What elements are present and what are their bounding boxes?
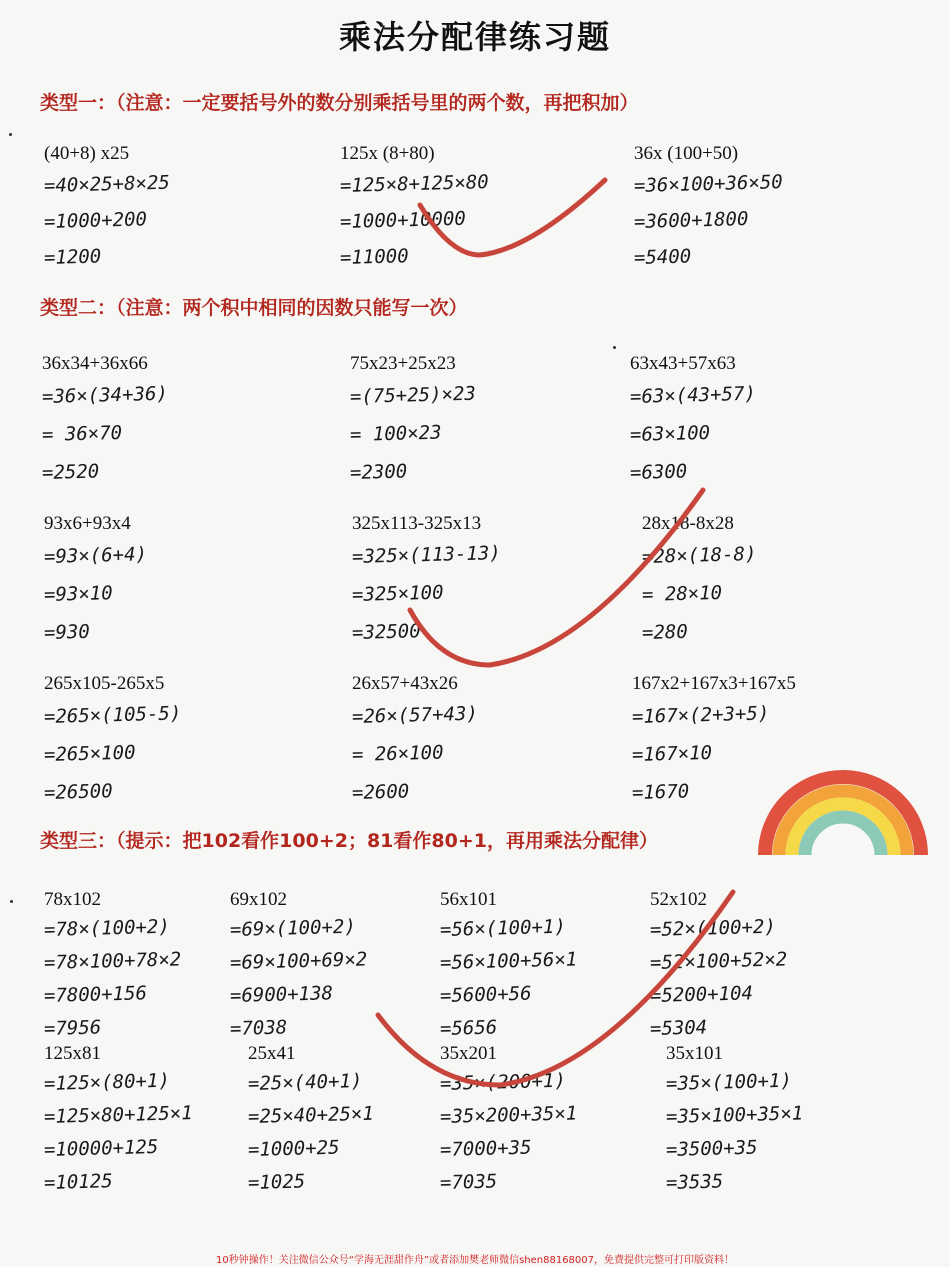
solution-step: =56×(100+1) — [439, 915, 567, 941]
solution-step: =1670 — [631, 780, 690, 804]
solution-step: =6900+138 — [229, 982, 334, 1007]
problem-question: (40+8) x25 — [44, 143, 130, 164]
solution-step: =26×(57+43) — [351, 702, 479, 728]
problem-question: 52x102 — [650, 889, 707, 910]
problem-question: 265x105-265x5 — [44, 673, 165, 694]
page-speck — [9, 133, 12, 136]
solution-step: =1000+10000 — [339, 207, 467, 233]
solution-step: = 36×70 — [41, 421, 123, 446]
solution-step: =36×100+36×50 — [633, 171, 783, 197]
solution-step: =32500 — [351, 620, 421, 644]
solution-step: =265×100 — [43, 741, 136, 766]
check-mark-icon — [378, 892, 733, 1085]
solution-step: = 26×100 — [351, 741, 444, 766]
solution-step: =167×10 — [631, 741, 713, 766]
problem-question: 125x (8+80) — [340, 143, 435, 164]
solution-step: =7035 — [439, 1170, 498, 1194]
solution-step: =2520 — [41, 460, 100, 484]
solution-step: =93×(6+4) — [43, 543, 148, 568]
solution-step: =125×80+125×1 — [43, 1102, 193, 1128]
solution-step: =5656 — [439, 1016, 498, 1040]
section-heading-type1: 类型一：（注意：一定要括号外的数分别乘括号里的两个数，再把积加） — [40, 92, 639, 114]
problem-question: 36x (100+50) — [634, 143, 739, 164]
problem-question: 25x41 — [248, 1043, 296, 1064]
problem-question: 63x43+57x63 — [630, 353, 736, 374]
solution-step: =1025 — [247, 1170, 306, 1194]
problem-question: 125x81 — [44, 1043, 101, 1064]
problem-question: 28x18-8x28 — [642, 513, 734, 534]
solution-step: = 28×10 — [641, 581, 723, 606]
solution-step: =265×(105-5) — [43, 702, 182, 728]
solution-step: =5400 — [633, 245, 692, 269]
check-mark-icon — [420, 180, 605, 255]
solution-step: =930 — [43, 620, 91, 644]
solution-step: =35×100+35×1 — [665, 1102, 804, 1128]
solution-step: =325×(113-13) — [351, 542, 501, 568]
solution-step: =3535 — [665, 1170, 724, 1194]
section-heading-type2: 类型二：（注意：两个积中相同的因数只能写一次） — [40, 297, 468, 319]
solution-step: =7000+35 — [439, 1136, 532, 1161]
solution-step: =1200 — [43, 245, 102, 269]
solution-step: =78×(100+2) — [43, 915, 171, 941]
solution-step: =5600+56 — [439, 982, 532, 1007]
problem-question: 78x102 — [44, 889, 101, 910]
solution-step: =10125 — [43, 1170, 113, 1194]
solution-step: =52×(100+2) — [649, 915, 777, 941]
section-heading-type3: 类型三：（提示：把102看作100+2；81看作80+1，再用乘法分配律） — [40, 830, 658, 852]
solution-step: =6300 — [629, 460, 688, 484]
solution-step: =5304 — [649, 1016, 708, 1040]
solution-step: =26500 — [43, 780, 113, 804]
solution-step: =10000+125 — [43, 1136, 159, 1161]
solution-step: =35×(200+1) — [439, 1069, 567, 1095]
solution-step: =52×100+52×2 — [649, 948, 788, 974]
solution-step: =125×(80+1) — [43, 1069, 171, 1095]
solution-step: =56×100+56×1 — [439, 948, 578, 974]
solution-step: =1000+25 — [247, 1136, 340, 1161]
solution-step: =35×(100+1) — [665, 1069, 793, 1095]
solution-step: =7956 — [43, 1016, 102, 1040]
solution-step: =325×100 — [351, 581, 444, 606]
solution-step: =25×(40+1) — [247, 1070, 363, 1095]
problem-question: 69x102 — [230, 889, 287, 910]
problem-question: 75x23+25x23 — [350, 353, 456, 374]
solution-step: =40×25+8×25 — [43, 171, 171, 197]
solution-step: =78×100+78×2 — [43, 948, 182, 974]
page-title: 乘法分配律练习题 — [338, 18, 611, 56]
solution-step: =28×(18-8) — [641, 543, 757, 568]
solution-step: =(75+25)×23 — [349, 382, 477, 408]
solution-step: =125×8+125×80 — [339, 171, 489, 197]
problem-question: 36x34+36x66 — [42, 353, 148, 374]
solution-step: =7038 — [229, 1016, 288, 1040]
page-speck — [10, 900, 13, 903]
solution-step: =69×(100+2) — [229, 915, 357, 941]
problem-question: 167x2+167x3+167x5 — [632, 673, 796, 694]
solution-step: =63×(43+57) — [629, 382, 757, 408]
solution-step: =93×10 — [43, 582, 113, 606]
solution-step: =167×(2+3+5) — [631, 702, 770, 728]
page-speck — [613, 346, 616, 349]
solution-step: = 100×23 — [349, 421, 442, 446]
solution-step: =2600 — [351, 780, 410, 804]
problem-question: 93x6+93x4 — [44, 513, 131, 534]
solution-step: =35×200+35×1 — [439, 1102, 578, 1128]
problem-question: 35x201 — [440, 1043, 497, 1064]
solution-step: =2300 — [349, 460, 408, 484]
footer-notice: 10秒钟操作！关注微信公众号“学海无涯甜作舟”或者添加樊老师微信shen88168007，免费提供完整可打印版资料！ — [215, 1255, 735, 1266]
problem-question: 26x57+43x26 — [352, 673, 458, 694]
problem-question: 325x113-325x13 — [352, 513, 482, 534]
solution-step: =25×40+25×1 — [247, 1102, 375, 1128]
solution-step: =11000 — [339, 245, 409, 269]
solution-step: =3500+35 — [665, 1136, 758, 1161]
solution-step: =7800+156 — [43, 982, 148, 1007]
rainbow-icon — [755, 765, 930, 860]
solution-step: =3600+1800 — [633, 208, 749, 233]
solution-step: =1000+200 — [43, 208, 148, 233]
problem-question: 35x101 — [666, 1043, 723, 1064]
solution-step: =63×100 — [629, 421, 711, 446]
solution-step: =69×100+69×2 — [229, 948, 368, 974]
check-mark-icon — [410, 490, 703, 665]
problem-question: 56x101 — [440, 889, 497, 910]
solution-step: =36×(34+36) — [41, 382, 169, 408]
solution-step: =5200+104 — [649, 982, 754, 1007]
solution-step: =280 — [641, 620, 689, 644]
